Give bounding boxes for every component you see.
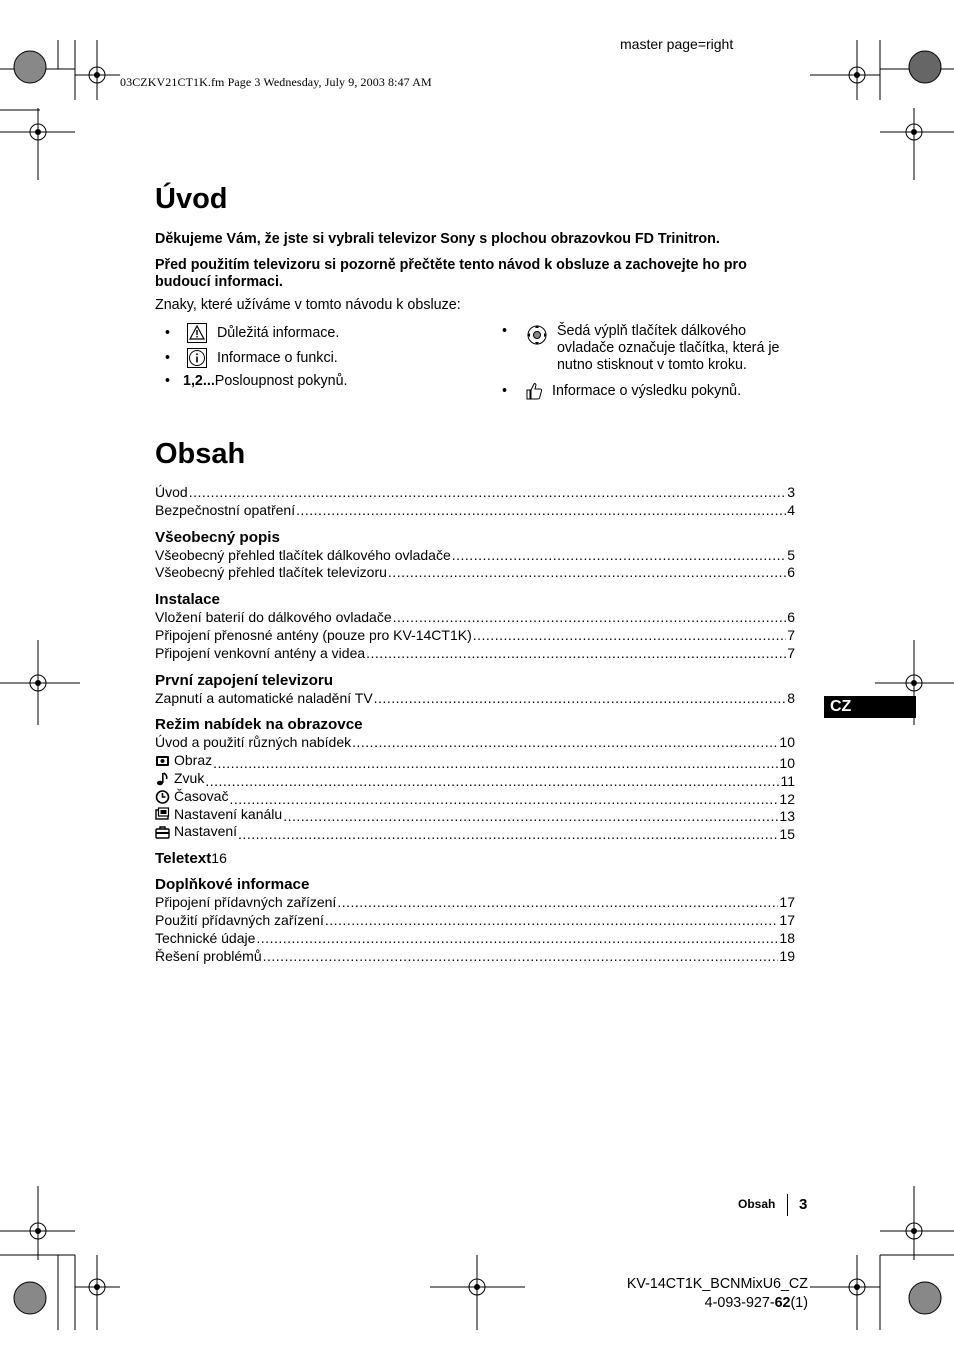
toc-row[interactable]: Nastavení kanálu ..... 13	[155, 806, 795, 824]
remote-pad-icon	[524, 323, 550, 347]
page-number: 3	[799, 1196, 808, 1213]
toc-row[interactable]: Obraz ..... 10	[155, 752, 795, 770]
intro-title: Úvod	[155, 183, 228, 215]
intro-read-first: Před použitím televizoru si pozorně přečtěte tento návod k obsluze a zachovejte ho pro budoucí informaci.	[155, 257, 747, 290]
toc-row[interactable]: Vložení baterií do dálkového ovladače ..... 6	[155, 609, 795, 627]
toc-row[interactable]: Nastavení ..... 15	[155, 823, 795, 841]
timer-icon	[155, 790, 170, 804]
toc-row[interactable]: Teletext 16	[155, 850, 227, 868]
master-page-label: master page=right	[620, 36, 734, 52]
table-of-contents	[155, 484, 795, 965]
part-number: 4-093-927-62(1)	[704, 1295, 808, 1311]
model-code: KV-14CT1K_BCNMixU6_CZ	[626, 1276, 808, 1292]
symbol-info: • Informace o funkci.	[165, 348, 338, 368]
toc-section-heading: Všeobecný popis	[155, 528, 280, 546]
toc-row[interactable]: Technické údaje ..... 18	[155, 930, 795, 948]
symbol-steps: • 1,2...Posloupnost pokynů.	[165, 373, 348, 389]
thumbs-up-icon	[524, 381, 544, 401]
language-tab: CZ	[824, 696, 916, 718]
toc-row[interactable]: Řešení problémů ..... 19	[155, 948, 795, 966]
toc-row[interactable]: Všeobecný přehled tlačítek televizoru ..... 6	[155, 564, 795, 582]
toc-row[interactable]: Připojení přenosné antény (pouze pro KV-14CT1K) ..... 7	[155, 627, 795, 645]
toc-row[interactable]: Úvod ..... 3	[155, 484, 795, 502]
toc-section-heading: Režim nabídek na obrazovce	[155, 716, 363, 734]
symbol-remote-pad: • Šedá výplň tlačítek dálkového ovladače označuje tlačítka, která je nutno stisknout v tomto kroku.	[502, 323, 780, 373]
setup-icon	[155, 825, 170, 839]
toc-section-heading: Doplňkové informace	[155, 876, 310, 894]
toc-row[interactable]: Připojení přídavných zařízení ..... 17	[155, 894, 795, 912]
toc-row[interactable]: Zapnutí a automatické naladění TV ..... 8	[155, 690, 795, 708]
toc-row[interactable]: Bezpečnostní opatření ..... 4	[155, 502, 795, 520]
toc-row[interactable]: Použití přídavných zařízení ..... 17	[155, 912, 795, 930]
file-info-line: 03CZKV21CT1K.fm Page 3 Wednesday, July 9, 2003 8:47 AM	[120, 75, 432, 89]
footer-divider	[787, 1194, 788, 1216]
picture-icon	[155, 754, 170, 768]
warning-icon	[187, 323, 207, 343]
sound-icon	[155, 772, 170, 786]
toc-row[interactable]: Časovač ..... 12	[155, 788, 795, 806]
symbol-result: • Informace o výsledku pokynů.	[502, 381, 741, 401]
contents-title: Obsah	[155, 438, 246, 470]
symbols-intro: Znaky, které užíváme v tomto návodu k obsluze:	[155, 297, 461, 313]
toc-row[interactable]: Úvod a použití různých nabídek ..... 10	[155, 734, 795, 752]
toc-row[interactable]: Zvuk ..... 11	[155, 770, 795, 788]
channel-setup-icon	[155, 807, 170, 821]
toc-row[interactable]: Všeobecný přehled tlačítek dálkového ovladače ..... 5	[155, 547, 795, 565]
toc-section-heading: Instalace	[155, 591, 221, 609]
toc-row[interactable]: Připojení venkovní antény a videa ..... 7	[155, 645, 795, 663]
symbol-warning: • Důležitá informace.	[165, 323, 339, 343]
toc-section-heading: První zapojení televizoru	[155, 671, 334, 689]
footer-section-name: Obsah	[738, 1197, 776, 1211]
intro-thanks: Děkujeme Vám, že jste si vybrali televizor Sony s plochou obrazovkou FD Trinitron.	[155, 231, 720, 247]
info-icon	[187, 348, 207, 368]
